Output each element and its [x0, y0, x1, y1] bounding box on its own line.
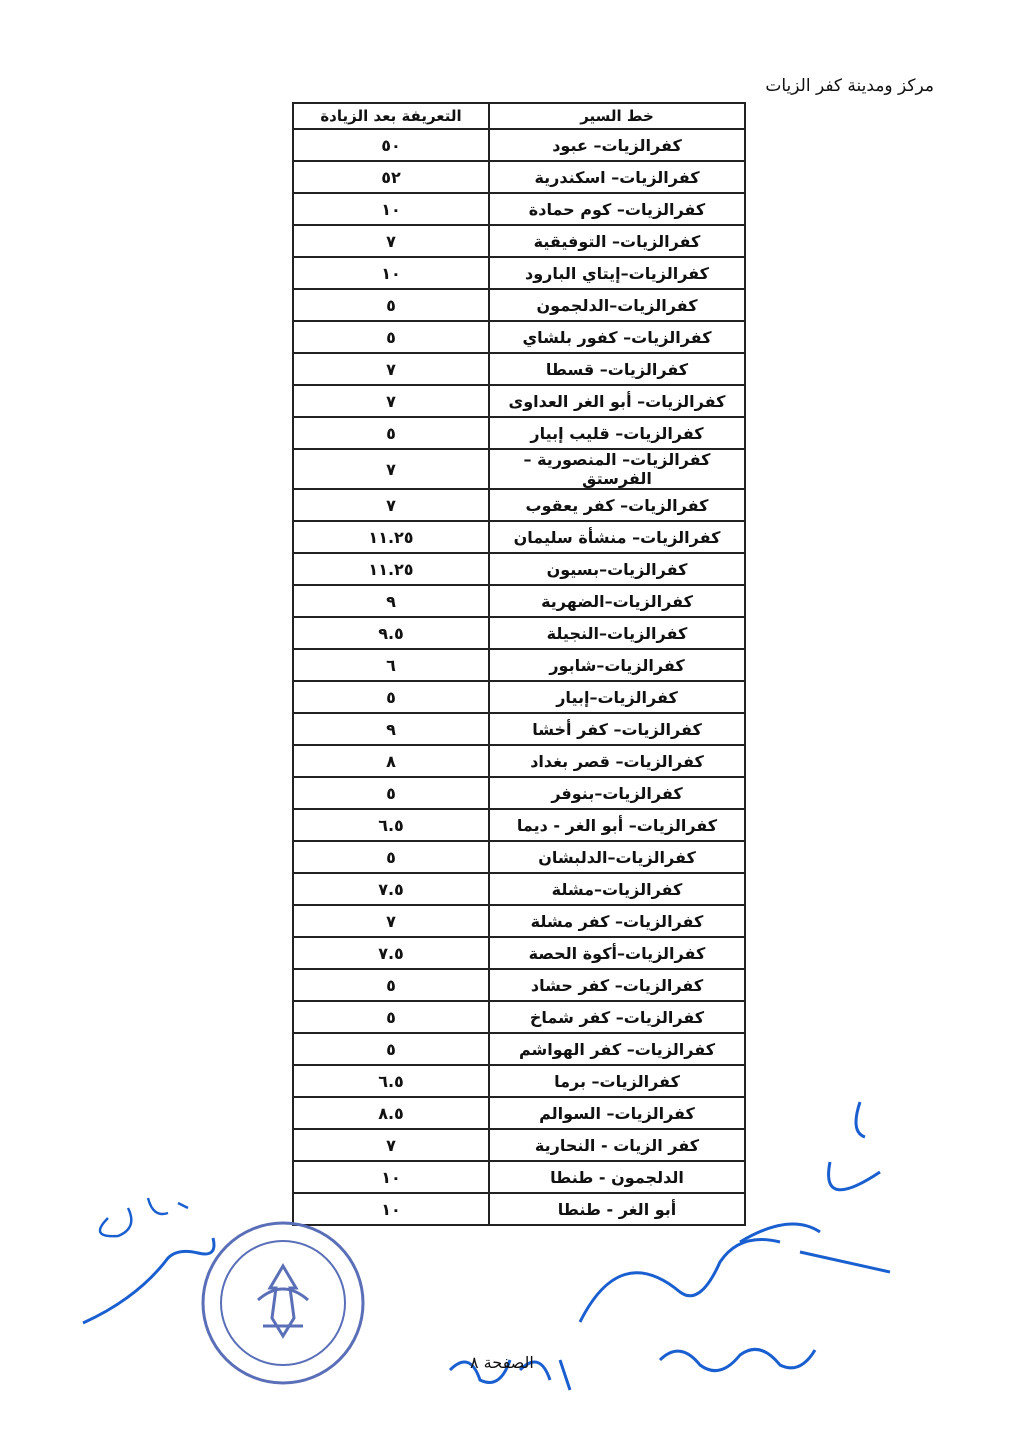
route-cell: كفرالزيات– كفر الهواشم	[489, 1033, 745, 1065]
fare-cell: ٦.٥	[293, 1065, 489, 1097]
table-row	[293, 841, 745, 873]
route-cell: كفرالزيات– كفر أخشا	[489, 713, 745, 745]
route-cell: كفرالزيات–مشلة	[489, 873, 745, 905]
fare-cell: ١٠	[293, 257, 489, 289]
fare-cell: ٩.٥	[293, 617, 489, 649]
route-cell: كفرالزيات– قليب إبيار	[489, 417, 745, 449]
route-cell: كفرالزيات–شابور	[489, 649, 745, 681]
table-row	[293, 937, 745, 969]
fare-cell: ٧.٥	[293, 873, 489, 905]
route-cell: كفرالزيات– كوم حمادة	[489, 193, 745, 225]
table-row	[293, 617, 745, 649]
fare-cell: ٩	[293, 585, 489, 617]
table-row	[293, 1001, 745, 1033]
table-row	[293, 161, 745, 193]
route-cell: الدلجمون - طنطا	[489, 1161, 745, 1193]
document-title: مركز ومدينة كفر الزيات	[765, 76, 934, 96]
route-cell: كفرالزيات– المنصورية –الفرستق	[489, 449, 745, 489]
fare-cell: ٧	[293, 489, 489, 521]
route-cell: كفرالزيات– كفر يعقوب	[489, 489, 745, 521]
fare-cell: ١١.٢٥	[293, 553, 489, 585]
route-cell: كفرالزيات– كفور بلشاي	[489, 321, 745, 353]
fare-cell: ٥	[293, 321, 489, 353]
table-row	[293, 873, 745, 905]
fare-cell: ٥	[293, 1033, 489, 1065]
route-cell: كفرالزيات– اسكندرية	[489, 161, 745, 193]
table-row	[293, 289, 745, 321]
table-row	[293, 649, 745, 681]
table-row	[293, 353, 745, 385]
table-row	[293, 809, 745, 841]
route-cell: كفرالزيات–الدلجمون	[489, 289, 745, 321]
route-cell: كفرالزيات– قصر بغداد	[489, 745, 745, 777]
fare-cell: ٨.٥	[293, 1097, 489, 1129]
route-cell: كفرالزيات–بنوفر	[489, 777, 745, 809]
table-row	[293, 521, 745, 553]
table-row	[293, 193, 745, 225]
fare-cell: ٨	[293, 745, 489, 777]
table-row	[293, 129, 745, 161]
table-row	[293, 1033, 745, 1065]
route-cell: كفرالزيات–إبيار	[489, 681, 745, 713]
table-row	[293, 449, 745, 489]
fare-cell: ١٠	[293, 1193, 489, 1225]
table-row	[293, 489, 745, 521]
route-cell: كفرالزيات– عبود	[489, 129, 745, 161]
table-row	[293, 969, 745, 1001]
route-cell: كفرالزيات–بسيون	[489, 553, 745, 585]
fare-cell: ٥	[293, 417, 489, 449]
fare-cell: ٧	[293, 385, 489, 417]
fare-cell: ٥	[293, 289, 489, 321]
route-cell: كفر الزيات - النحارية	[489, 1129, 745, 1161]
fare-cell: ٧	[293, 449, 489, 489]
signature-left-icon	[78, 1178, 228, 1328]
route-cell: كفرالزيات– كفر حشاد	[489, 969, 745, 1001]
table-row	[293, 321, 745, 353]
table-header-row	[293, 103, 745, 129]
route-cell: كفرالزيات– السوالم	[489, 1097, 745, 1129]
route-cell: كفرالزيات– قسطا	[489, 353, 745, 385]
fare-cell: ٦	[293, 649, 489, 681]
route-cell: كفرالزيات–إيتاي البارود	[489, 257, 745, 289]
table-row	[293, 713, 745, 745]
route-cell: كفرالزيات–أكوة الحصة	[489, 937, 745, 969]
fare-cell: ٥٠	[293, 129, 489, 161]
fare-cell: ٦.٥	[293, 809, 489, 841]
table-row	[293, 225, 745, 257]
route-column-header: خط السير	[489, 103, 745, 129]
route-cell: كفرالزيات– التوفيقية	[489, 225, 745, 257]
route-cell: كفرالزيات–النجيلة	[489, 617, 745, 649]
page-number: الصفحة ٨	[470, 1353, 534, 1372]
fare-cell: ٧	[293, 225, 489, 257]
route-cell: كفرالزيات– أبو الغر العداوى	[489, 385, 745, 417]
fare-cell: ٧	[293, 1129, 489, 1161]
route-cell: كفرالزيات–الدلبشان	[489, 841, 745, 873]
table-row	[293, 553, 745, 585]
fare-cell: ٧	[293, 905, 489, 937]
fare-cell: ٩	[293, 713, 489, 745]
table-row	[293, 585, 745, 617]
route-cell: أبو الغر - طنطا	[489, 1193, 745, 1225]
fare-cell: ٥٢	[293, 161, 489, 193]
table-row	[293, 777, 745, 809]
fare-cell: ٧	[293, 353, 489, 385]
fare-cell: ٥	[293, 777, 489, 809]
fare-cell: ١٠	[293, 193, 489, 225]
route-cell: كفرالزيات– برما	[489, 1065, 745, 1097]
signature-right-icon	[560, 1092, 900, 1332]
route-cell: كفرالزيات– كفر شماخ	[489, 1001, 745, 1033]
table-row	[293, 257, 745, 289]
table-row	[293, 745, 745, 777]
fare-cell: ١١.٢٥	[293, 521, 489, 553]
route-cell: كفرالزيات– منشأة سليمان	[489, 521, 745, 553]
table-row	[293, 385, 745, 417]
fare-cell: ٥	[293, 841, 489, 873]
route-cell: كفرالزيات–الضهرية	[489, 585, 745, 617]
table-row	[293, 681, 745, 713]
signature-bottom-right-icon	[650, 1330, 820, 1390]
fare-cell: ٥	[293, 681, 489, 713]
route-cell: كفرالزيات– كفر مشلة	[489, 905, 745, 937]
fare-table	[292, 102, 746, 1226]
table-row	[293, 417, 745, 449]
fare-cell: ١٠	[293, 1161, 489, 1193]
fare-cell: ٥	[293, 969, 489, 1001]
route-cell: كفرالزيات– أبو الغر - ديما	[489, 809, 745, 841]
fare-column-header: التعريفة بعد الزيادة	[293, 103, 489, 129]
fare-cell: ٥	[293, 1001, 489, 1033]
table-row	[293, 905, 745, 937]
fare-cell: ٧.٥	[293, 937, 489, 969]
table-body	[293, 129, 745, 1225]
